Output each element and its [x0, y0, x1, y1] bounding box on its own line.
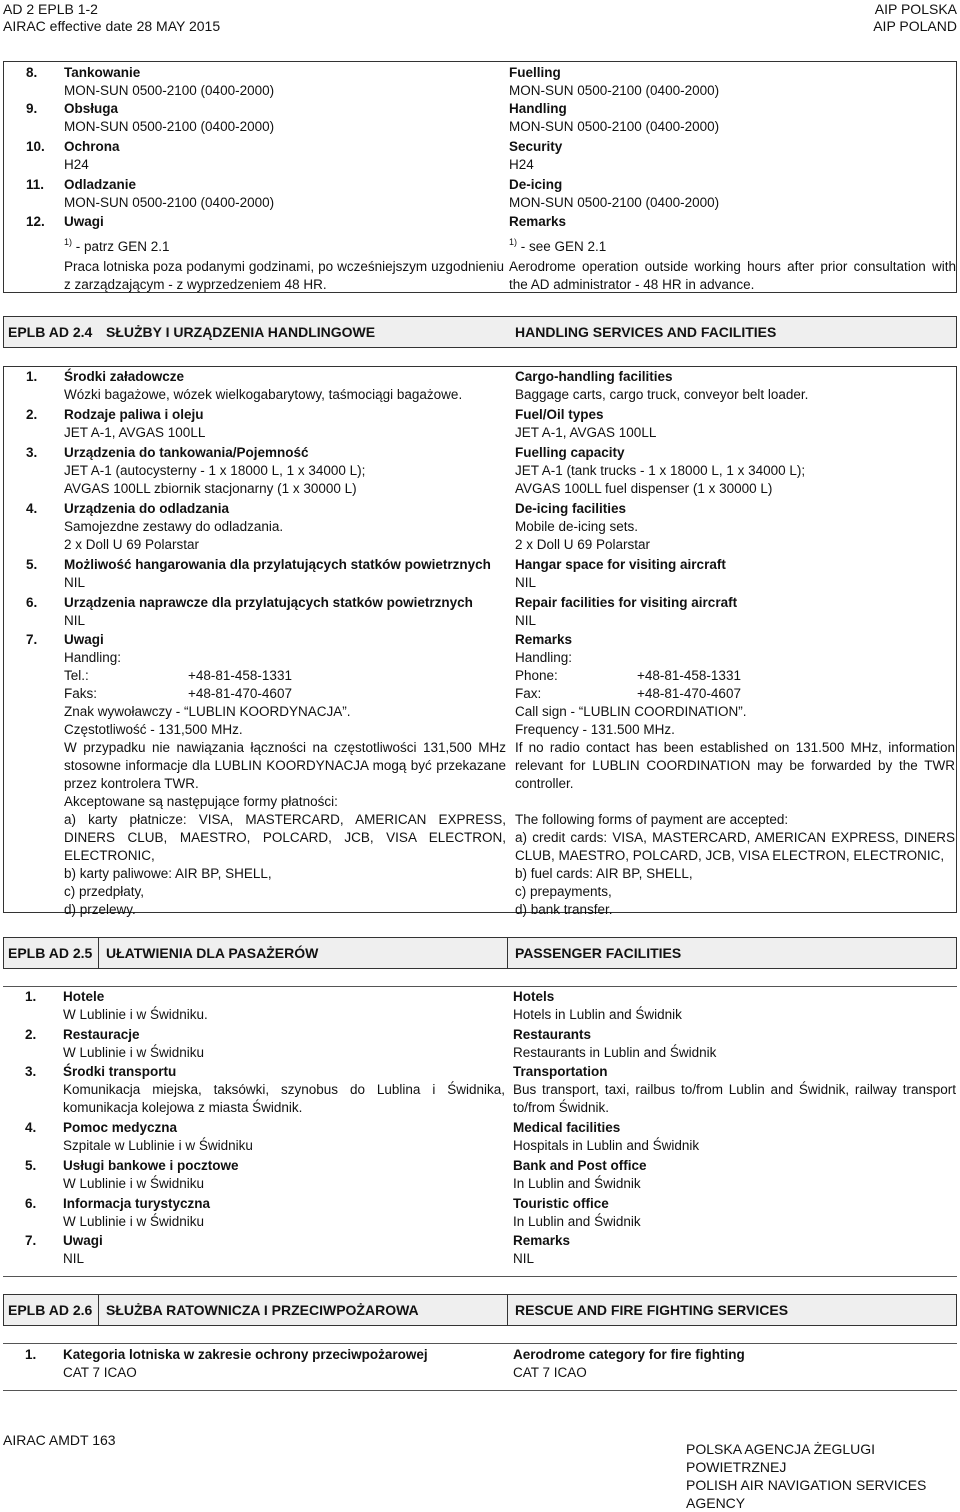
- divider: [3, 1276, 957, 1277]
- section-title-pl: SŁUŻBA RATOWNICZA I PRZECIWPOŻAROWA: [106, 1302, 419, 1318]
- section-title-en: RESCUE AND FIRE FIGHTING SERVICES: [515, 1302, 789, 1318]
- divider: [507, 938, 508, 968]
- section-code: EPLB AD 2.6: [8, 1302, 93, 1318]
- divider: [3, 1343, 957, 1344]
- section-title-en: PASSENGER FACILITIES: [515, 945, 682, 961]
- divider: [3, 1390, 957, 1391]
- publisher-name-pl: POLSKA AGENCJA ŻEGLUGI POWIETRZNEJ: [686, 1441, 876, 1475]
- fax-number: +48-81-470-4607: [637, 686, 741, 701]
- section-code: EPLB AD 2.5: [8, 945, 93, 961]
- divider: [507, 1295, 508, 1325]
- publisher-name-en: POLISH AIR NAVIGATION SERVICES AGENCY: [686, 1477, 927, 1511]
- section-title-pl: UŁATWIENIA DLA PASAŻERÓW: [106, 945, 319, 961]
- divider: [98, 1295, 99, 1325]
- handling-services-table: 1. Środki załadowcze Wózki bagażowe, wózek wielkogabarytowy, taśmociągi bagażowe. Cargo-handling facilities Baggage carts, cargo truck, conveyor belt loader. 2. Rodzaje paliwa i oleju JET A-1, AVGAS 100LL Fuel/Oil types JET A-1, AVGAS 100LL 3. Urządzenia do tankowania/Pojemność JET A-1 (autocysterny - 1 x 18000 L, 1 x 34000 L); AVGAS 100LL zbiornik stacjonarny (1 x 30000 L) Fuelling capacity JET A-1 (tank trucks - 1 x 18000 L, 1 x 34000 L); AVGAS 100LL fuel dispenser (1 x 30000 L) 4. Urządzenia do odladzania Samojezdne zestawy do odladzania. 2 x Doll U 69 Polarstar De-icing facilities Mobile de-icing sets. 2 x Doll U 69 Polarstar 5. Możliwość hangarowania dla przylatujących statków powietrznych NIL Hangar space for visiting aircraft NIL 6. Urządzenia naprawcze dla przylatujących statków powietrznych NIL Repair facilities for visiting aircraft NIL 7. Uwagi Handling: Tel.: +48-81-458-1331 Faks: +48-81-470-4607 Znak wywoławczy - “LUBLIN KOORDYNACJA”. Częstotliwość - 131,500 MHz. W przypadku nie nawiązania łączności na częstotliwości 131,500 MHz stosowne informacje dla LUBLIN KOORDYNACJA mogą być przekazane przez kontrolera TWR. Akceptowane są następujące formy płatności: a) karty płatnicze: VISA, MASTERCARD, AMERICAN EXPRESS, DINERS CLUB, MAESTRO, POLCARD, JCB, VISA ELECTRON, ELECTRONIC, b) karty paliwowe: AIR BP, SHELL, c) przedpłaty, d) przelewy. Remarks Handling: Phone: +48-81-458-1331 Fax: +48-81-470-4607 Call sign - “LUBLIN COORDINATION”. Frequency - 131.500 MHz. If no radio contact has been established on 131.500 MHz, information relevant for LUBLIN COORDINATION may be forwarded by the TWR controller. The following forms of payment are accepted: a) credit cards: VISA, MASTERCARD, AMERICAN EXPRESS, DINERS CLUB, MAESTRO, POLCARD, JCB, VISA ELECTRON, ELECTRONIC, b) fuel cards: AIR BP, SHELL, c) prepayments, d) bank transfer.: [3, 366, 957, 913]
- operational-hours-table: 8. Tankowanie MON-SUN 0500-2100 (0400-2000) Fuelling MON-SUN 0500-2100 (0400-2000) 9. Obsługa MON-SUN 0500-2100 (0400-2000) Handling MON-SUN 0500-2100 (0400-2000) 10. Ochrona H24 Security H24 11. Odladzanie MON-SUN 0500-2100 (0400-2000) De-icing MON-SUN 0500-2100 (0400-2000) 12. Uwagi $^{1)}$ - patrz GEN 2.1 Praca lotniska poza podanymi godzinami, po wcześniejszym uzgodnieniu z zarządzającym - z wyprzedzeniem 48 HR. Remarks $^{1)}$ - see GEN 2.1 Aerodrome operation outside working hours after prior consultation with the AD administrator - 48 HR in advance.: [3, 61, 957, 293]
- section-title-en: HANDLING SERVICES AND FACILITIES: [515, 324, 777, 340]
- section-code: EPLB AD 2.4: [8, 324, 93, 340]
- divider: [98, 938, 99, 968]
- airac-effective-date: AIRAC effective date 28 MAY 2015: [3, 18, 221, 34]
- document-id: AD 2 EPLB 1-2: [3, 1, 98, 17]
- amendment-number: AIRAC AMDT 163: [3, 1432, 116, 1448]
- section-header-ad24: [3, 316, 957, 348]
- publication-name-pl: AIP POLSKA: [874, 1, 957, 17]
- footer-publisher: [686, 1440, 960, 1512]
- phone-number: +48-81-458-1331: [188, 668, 292, 683]
- section-header-ad26: [3, 1294, 957, 1326]
- publication-name-en: AIP POLAND: [873, 18, 957, 34]
- section-title-pl: SŁUŻBY I URZĄDZENIA HANDLINGOWE: [106, 324, 376, 340]
- page-header-left: [3, 1, 220, 35]
- phone-number: +48-81-458-1331: [637, 668, 741, 683]
- page-header-right: [873, 1, 957, 35]
- section-header-ad25: [3, 937, 957, 969]
- divider: [3, 986, 957, 987]
- fax-number: +48-81-470-4607: [188, 686, 292, 701]
